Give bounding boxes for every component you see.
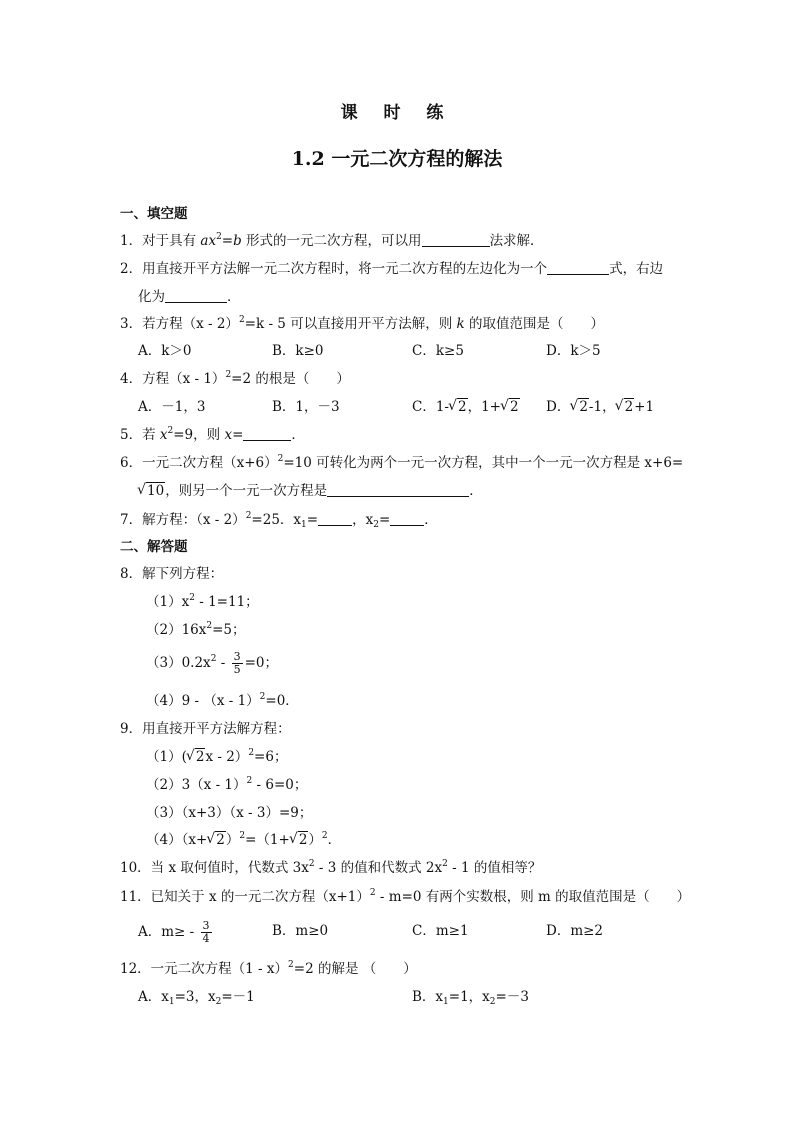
q12a-c: =－1	[221, 989, 255, 1005]
q9p4-e: ．	[327, 832, 342, 848]
q7-sup: 2	[245, 511, 252, 521]
q3-text3: 的取值范围是（ ）	[464, 316, 604, 332]
q12a-b: =3，x	[174, 989, 216, 1005]
question-12	[120, 960, 417, 978]
q9p4-sup2: 2	[321, 831, 328, 841]
q5-text: 5．若	[120, 427, 160, 443]
q8-part-2	[146, 621, 246, 639]
question-3	[120, 315, 604, 333]
sqrt-symbol	[570, 398, 589, 416]
q8p4-a: （4）9 - （x - 1）	[146, 693, 260, 709]
answer-blank[interactable]	[165, 288, 227, 303]
sqrt-symbol	[207, 831, 226, 849]
q3-option-a[interactable]: A．k＞0	[138, 343, 192, 359]
section-fill-heading: 一、填空题	[120, 206, 188, 222]
q12-text: 12．一元二次方程（1 - x）	[120, 961, 289, 977]
q4d-pre: D．	[546, 399, 571, 415]
q4c-pre: C．1-	[412, 399, 449, 415]
q12-option-a[interactable]	[138, 988, 255, 1006]
page-title: 课 时 练	[340, 103, 454, 123]
answer-blank[interactable]	[318, 511, 352, 526]
q12a-sub1: 1	[168, 997, 175, 1007]
q12-text2: =2 的解是 （ ）	[293, 961, 417, 977]
question-5	[120, 426, 305, 444]
q1-ax: ax	[200, 233, 217, 249]
q4d-rad1: 2	[579, 399, 588, 415]
q7-text3: ，x	[352, 512, 374, 528]
q9p4-sup: 2	[239, 831, 246, 841]
q4-option-d[interactable]	[546, 398, 654, 416]
question-1	[120, 232, 544, 250]
q6-sup: 2	[277, 454, 284, 464]
q2-text4: ．	[227, 289, 241, 305]
q5-sup: 2	[167, 426, 174, 436]
q8-part-4	[146, 692, 299, 710]
fraction-numerator: 3	[233, 650, 241, 663]
q3-option-b[interactable]: B．k≥0	[272, 343, 324, 359]
q6-text2: =10 可转化为两个一元一次方程，其中一个一元一次方程是 x+6=	[283, 455, 684, 471]
q6-text: 6．一元二次方程（x+6）	[120, 455, 278, 471]
sqrt-symbol	[187, 748, 206, 766]
q5-end: ．	[291, 427, 305, 443]
answer-blank[interactable]	[547, 260, 609, 275]
q4c-rad1: 2	[457, 399, 467, 415]
answer-blank[interactable]	[243, 426, 291, 441]
q10-sup2: 2	[442, 859, 448, 869]
q4d-mid: -1，	[588, 399, 616, 415]
q8-part-1	[146, 593, 259, 611]
q4-text2: =2 的根是（ ）	[231, 371, 350, 387]
section-solve-heading: 二、解答题	[120, 539, 188, 555]
q9p1-c: =6；	[254, 749, 288, 765]
q11-option-a[interactable]	[138, 920, 214, 945]
q8p3-b: -	[216, 655, 230, 671]
q3-option-d[interactable]: D．k＞5	[546, 343, 601, 359]
q9-part-3: （3）（x+3）（x - 3）=9；	[146, 805, 313, 821]
q7-sub2: 2	[373, 520, 379, 530]
answer-blank[interactable]	[422, 232, 490, 247]
q5-eq: =	[232, 427, 244, 443]
q9-part-4	[146, 831, 341, 849]
q4d-rad2: 2	[624, 399, 634, 415]
q2-text3: 化为	[138, 289, 165, 305]
q3-option-c[interactable]: C．k≥5	[412, 343, 464, 359]
q4-option-a[interactable]: A．－1，3	[138, 399, 206, 415]
q7-eq1: =	[306, 512, 319, 528]
q9p4-a: （4）（x+	[146, 832, 208, 848]
q8-part-3	[146, 651, 278, 676]
fraction-denominator: 5	[233, 663, 241, 676]
q3-k: k	[456, 316, 465, 332]
question-6-cont	[138, 482, 483, 500]
q5-x: x	[159, 427, 168, 443]
q8p1-sup: 2	[189, 593, 195, 603]
q4c-mid: ，1+	[467, 399, 501, 415]
q12a-sub2: 2	[215, 997, 222, 1007]
q8p4-sup: 2	[259, 692, 266, 702]
sqrt-symbol	[138, 482, 165, 500]
q9p4-d: ）	[308, 832, 322, 848]
q1-eq: =	[221, 233, 234, 249]
q4c-rad2: 2	[509, 399, 519, 415]
q7-eq2: =	[378, 512, 391, 528]
q3-sup: 2	[238, 315, 245, 325]
q6-end: ．	[469, 483, 483, 499]
q11a-pre: A．m≥ -	[138, 924, 199, 940]
fraction-numerator: 3	[202, 919, 210, 932]
question-6	[120, 454, 683, 472]
q8p2-a: （2）16x	[146, 622, 207, 638]
question-10	[120, 859, 541, 877]
q9p4-rad2: 2	[298, 832, 308, 848]
q9-part-1	[146, 748, 287, 766]
q11-option-d[interactable]: D．m≥2	[546, 923, 604, 939]
q8p2-sup: 2	[206, 621, 213, 631]
q2-text2: 式，右边	[609, 261, 664, 277]
q10-text2: - 3 的值和代数式 2x	[314, 860, 443, 876]
q8p3-a: （3）0.2x	[146, 655, 211, 671]
q3-text: 3．若方程（x - 2）	[120, 316, 239, 332]
question-7	[120, 511, 438, 529]
q5-x2: x	[224, 427, 233, 443]
q1-b: b	[233, 233, 242, 249]
q4-sup: 2	[225, 370, 232, 380]
q8p3-sup: 2	[210, 654, 217, 664]
sqrt-symbol	[290, 831, 309, 849]
q4d-end: +1	[634, 399, 655, 415]
q4-option-c[interactable]	[412, 398, 520, 416]
q9p4-c: =（1+	[245, 832, 290, 848]
question-8: 8．解下列方程：	[120, 566, 224, 582]
q8p1-a: （1）x	[146, 594, 190, 610]
fraction-denominator: 4	[202, 932, 210, 945]
question-4	[120, 370, 350, 388]
q12b-sub2: 2	[489, 997, 496, 1007]
q11-sup: 2	[369, 888, 376, 898]
sqrt-symbol	[501, 398, 520, 416]
sqrt-symbol	[449, 398, 468, 416]
q7-text: 7．解方程：（x - 2）	[120, 512, 246, 528]
q8p3-c: =0；	[244, 655, 278, 671]
q12-sup: 2	[288, 960, 294, 970]
q7-text2: =25．x	[251, 512, 302, 528]
q7-sub1: 1	[301, 520, 307, 530]
q9p2-a: （2）3（x - 1）	[146, 777, 247, 793]
q9p2-b: - 6=0；	[252, 777, 308, 793]
q10-text3: - 1 的值相等？	[447, 860, 542, 876]
q12b-c: =－3	[495, 989, 529, 1005]
q7-end: ．	[424, 512, 438, 528]
q10-sup1: 2	[308, 859, 315, 869]
q4-option-b[interactable]: B．1，－3	[272, 399, 340, 415]
sqrt-symbol	[616, 398, 635, 416]
q5-text2: =9，则	[173, 427, 225, 443]
q8p1-b: - 1=11；	[194, 594, 259, 610]
q11-text2: - m=0 有两个实数根，则 m 的取值范围是（ ）	[375, 889, 691, 905]
q10-text: 10．当 x 取何值时，代数式 3x	[120, 860, 309, 876]
q1-text3: 法求解．	[489, 233, 544, 249]
q12b-b: =1，x	[448, 989, 490, 1005]
q11-option-c[interactable]: C．m≥1	[412, 923, 469, 939]
fraction	[232, 651, 243, 676]
q4-text: 4．方程（x - 1）	[120, 371, 226, 387]
question-2	[120, 260, 663, 278]
q6-rad: 10	[147, 483, 165, 499]
q6-text3: ，则另一个一元一次方程是	[165, 483, 328, 499]
fraction	[201, 920, 212, 945]
q8p4-b: =0．	[265, 693, 299, 709]
q9p1-sup: 2	[248, 748, 255, 758]
q11-text: 11．已知关于 x 的一元二次方程（x+1）	[120, 889, 370, 905]
q9p4-b: ）	[225, 832, 240, 848]
q12b-sub1: 1	[443, 997, 449, 1007]
q12a-a: A．x	[138, 989, 169, 1005]
q9p1-b: x - 2）	[205, 749, 249, 765]
answer-blank[interactable]	[327, 482, 469, 497]
q12b-a: B．x	[412, 989, 444, 1005]
q8p2-b: =5；	[212, 622, 246, 638]
question-9: 9．用直接开平方法解方程：	[120, 721, 291, 737]
q9p1-a: （1）(	[146, 749, 187, 765]
question-2-cont	[138, 288, 241, 306]
q9p2-sup: 2	[246, 776, 253, 786]
question-11	[120, 888, 690, 906]
q11-option-b[interactable]: B．m≥0	[272, 923, 329, 939]
q1-text: 1．对于具有	[120, 233, 201, 249]
q1-text2: 形式的一元二次方程，可以用	[241, 233, 422, 249]
q12-option-b[interactable]	[412, 988, 529, 1006]
q9-part-2	[146, 776, 307, 794]
page-subtitle: 1.2 一元二次方程的解法	[291, 148, 503, 170]
answer-blank[interactable]	[390, 511, 424, 526]
q9p4-rad: 2	[216, 832, 225, 848]
q3-text2: =k - 5 可以直接用开平方法解，则	[244, 316, 457, 332]
q9p1-rad: 2	[195, 749, 205, 765]
q1-sup: 2	[216, 232, 222, 242]
q2-text: 2．用直接开平方法解一元二次方程时，将一元二次方程的左边化为一个	[120, 261, 548, 277]
